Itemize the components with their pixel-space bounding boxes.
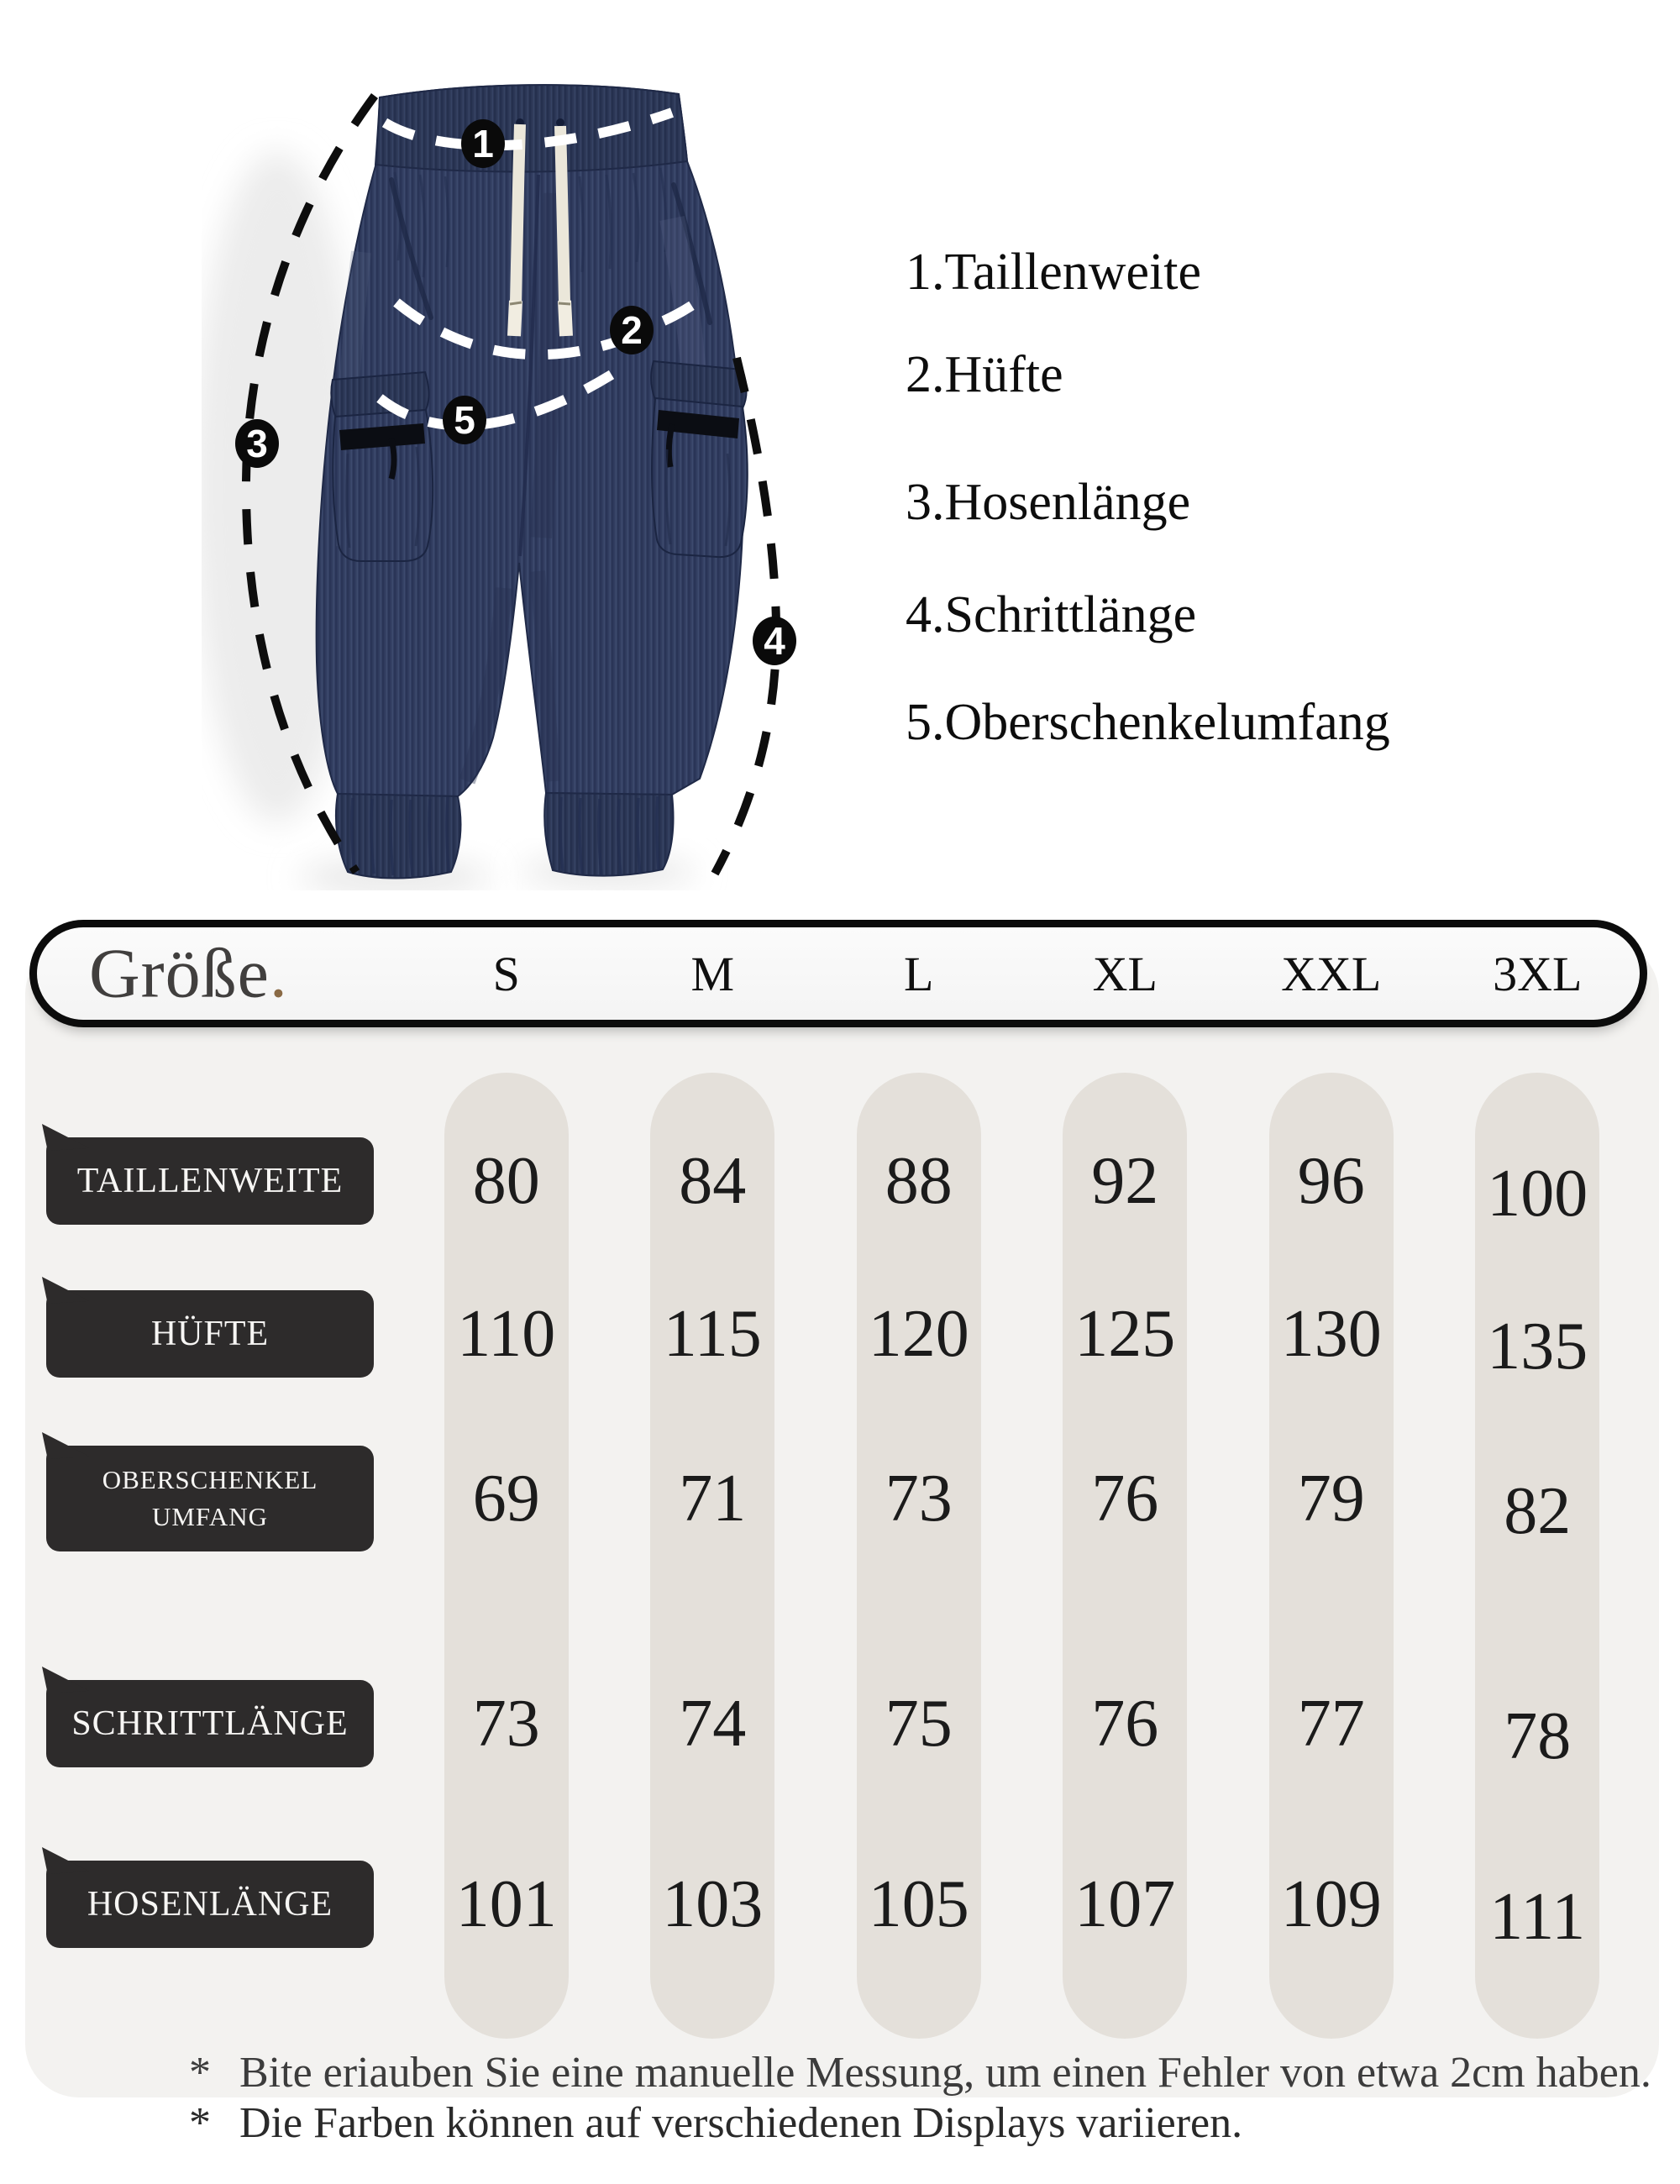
pants-illustration (317, 85, 748, 878)
table-row-hosenlaenge (25, 1857, 1659, 1954)
measurement-legend (906, 245, 1645, 749)
legend-item: 3.Hosenlänge (906, 474, 1191, 531)
table-cell: 80 (472, 1143, 540, 1218)
table-cell: 92 (1091, 1143, 1159, 1218)
table-cell: 110 (457, 1296, 556, 1371)
table-cell: 115 (663, 1296, 762, 1371)
svg-text:3: 3 (246, 422, 268, 465)
table-title: Größe. (89, 934, 288, 1013)
row-label-oberschenkelumfang: OBERSCHENKEL UMFANG (46, 1446, 374, 1551)
size-table-panel (25, 934, 1659, 2097)
table-row-taillenweite (25, 1134, 1659, 1231)
size-header: S (492, 946, 520, 1001)
table-cell: 71 (679, 1461, 747, 1536)
right-cargo-pocket (651, 361, 748, 557)
legend-item: 2.Hüfte (906, 346, 1063, 403)
table-cell: 69 (472, 1461, 540, 1536)
table-row-oberschenkelumfang (25, 1452, 1659, 1546)
svg-text:2: 2 (621, 308, 643, 352)
table-cell: 125 (1074, 1296, 1176, 1371)
row-label-huefte: HÜFTE (46, 1290, 374, 1378)
table-cell: 111 (1489, 1879, 1586, 1954)
table-cell: 73 (885, 1461, 953, 1536)
size-header: M (690, 946, 735, 1001)
svg-text:5: 5 (454, 398, 475, 442)
table-cell: 107 (1074, 1866, 1176, 1941)
marker-2-icon (610, 306, 654, 354)
legend-item: 1.Taillenweite (906, 244, 1202, 301)
table-cell: 103 (662, 1866, 764, 1941)
table-cell: 84 (679, 1143, 747, 1218)
table-cell: 109 (1280, 1866, 1382, 1941)
legend-item: 5.Oberschenkelumfang (906, 694, 1390, 751)
footnote-measurement: * Bite eriauben Sie eine manuelle Messung, um einen Fehler von etwa 2cm haben. (189, 2049, 1651, 2097)
size-header: 3XL (1493, 946, 1583, 1001)
table-cell: 135 (1487, 1309, 1588, 1383)
table-cell: 78 (1504, 1698, 1572, 1773)
size-header: XXL (1281, 946, 1382, 1001)
footnote-colors: * Die Farben können auf verschiedenen Displays variieren. (189, 2099, 1243, 2147)
table-cell: 105 (868, 1866, 969, 1941)
table-cell: 120 (868, 1296, 969, 1371)
marker-3-icon (235, 419, 279, 468)
pants-diagram-image (202, 34, 806, 890)
table-cell: 130 (1280, 1296, 1382, 1371)
table-cell: 101 (455, 1866, 557, 1941)
table-cell: 88 (885, 1143, 953, 1218)
table-cell: 75 (885, 1686, 953, 1761)
table-cell: 96 (1297, 1143, 1365, 1218)
row-label-taillenweite: TAILLENWEITE (46, 1137, 374, 1225)
size-header: L (904, 946, 934, 1001)
table-cell: 100 (1487, 1156, 1588, 1231)
table-cell: 82 (1504, 1473, 1572, 1548)
table-cell: 73 (472, 1686, 540, 1761)
marker-5-icon (443, 396, 486, 444)
table-cell: 79 (1297, 1461, 1365, 1536)
table-row-schrittlaenge (25, 1677, 1659, 1771)
table-row-huefte (25, 1287, 1659, 1381)
svg-text:4: 4 (764, 619, 785, 663)
size-header: XL (1092, 946, 1158, 1001)
table-cell: 77 (1297, 1686, 1365, 1761)
marker-1-icon (461, 119, 505, 168)
size-header-row (25, 920, 1659, 1027)
row-label-schrittlaenge: SCHRITTLÄNGE (46, 1680, 374, 1767)
table-cell: 74 (679, 1686, 747, 1761)
svg-text:1: 1 (472, 122, 494, 165)
row-label-hosenlaenge: HOSENLÄNGE (46, 1861, 374, 1948)
legend-item: 4.Schrittlänge (906, 586, 1197, 643)
table-cell: 76 (1091, 1686, 1159, 1761)
table-cell: 76 (1091, 1461, 1159, 1536)
marker-4-icon (753, 617, 796, 665)
